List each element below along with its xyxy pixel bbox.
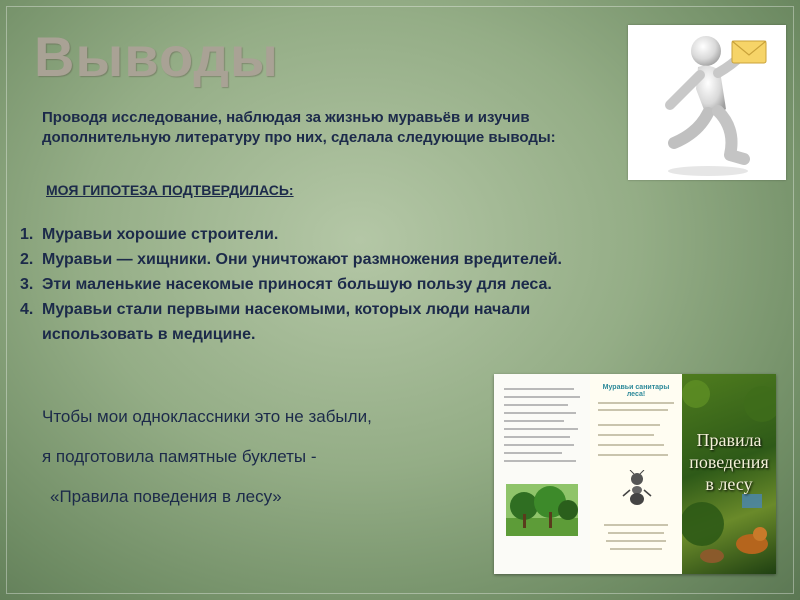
conclusion-text: Эти маленькие насекомые приносят большую пользу для леса. <box>42 276 552 293</box>
hypothesis-heading: МОЯ ГИПОТЕЗА ПОДТВЕРДИЛАСЬ: <box>46 182 294 198</box>
closing-line-3: «Правила поведения в лесу» <box>50 487 282 506</box>
brochure-cover-title-3: в лесу <box>705 474 753 494</box>
conclusion-number: 1. <box>20 226 34 243</box>
conclusion-number: 2. <box>20 251 34 268</box>
conclusion-item <box>20 247 640 272</box>
brochure-cover-title-1: Правила <box>696 430 762 450</box>
brochure-middle-title: Муравьи санитары леса! <box>602 384 670 398</box>
intro-text: Проводя исследование, наблюдая за жизнью муравьёв и изучив дополнительную литературу про них, сделала следующие выводы: <box>42 109 556 146</box>
conclusion-item <box>20 297 640 347</box>
conclusion-text: Муравьи — хищники. Они уничтожают размножения вредителей. <box>42 251 562 268</box>
conclusion-number: 4. <box>20 301 34 318</box>
running-figure-image <box>628 25 786 180</box>
forest-photo-icon <box>506 484 578 536</box>
conclusion-text: Муравьи стали первыми насекомыми, которых люди начали использовать в медицине. <box>42 301 531 343</box>
brochure-cover-panel <box>682 374 776 574</box>
conclusion-text: Муравьи хорошие строители. <box>42 226 279 243</box>
slide-title: Выводы <box>34 25 279 88</box>
envelope-icon <box>732 41 766 63</box>
conclusion-item <box>20 272 640 297</box>
brochure-cover-title-2: поведения <box>689 452 769 472</box>
ant-icon <box>620 470 654 506</box>
closing-line-1: Чтобы мои одноклассники это не забыли, <box>42 407 372 426</box>
brochure-image <box>494 374 776 574</box>
conclusions-list <box>20 222 640 347</box>
brochure-middle-panel <box>590 374 683 574</box>
closing-line-2: я подготовила памятные буклеты - <box>42 447 317 466</box>
brochure-left-panel <box>494 374 591 574</box>
conclusion-item <box>20 222 640 247</box>
running-figure-icon <box>628 25 786 180</box>
conclusion-number: 3. <box>20 276 34 293</box>
